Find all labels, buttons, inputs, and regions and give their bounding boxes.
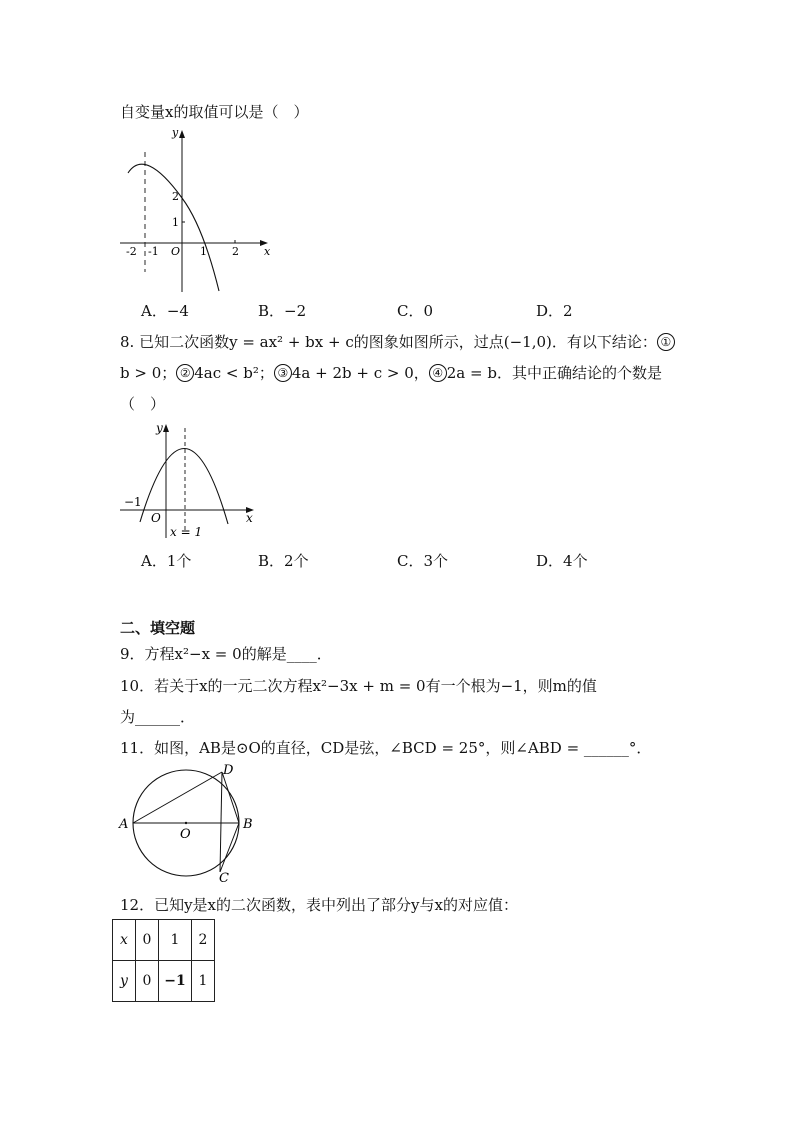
- q8-line1: [120, 331, 675, 352]
- chord-cb: [220, 823, 239, 872]
- q12-table: [112, 919, 215, 1002]
- q8-conclusion-1: b > 0；: [120, 364, 177, 382]
- q7-graph: [118, 122, 278, 294]
- neg-one-label: −1: [124, 495, 142, 509]
- q8-line1-text: 8. 已知二次函数y = ax² + bx + c的图象如图所示，过点(−1,0)．有以下结论：: [120, 333, 657, 351]
- point-o-label: O: [180, 827, 191, 842]
- x-tick-label: -1: [148, 245, 159, 258]
- q8-line3: （ ）: [120, 395, 166, 413]
- chord-cd: [220, 772, 222, 872]
- q8-conclusion-3: 4a + 2b + c > 0，: [291, 364, 429, 382]
- q7-option-d[interactable]: D．2: [536, 302, 573, 320]
- table-row: [113, 961, 215, 1002]
- q11-text: 11．如图，AB是⊙O的直径，CD是弦，∠BCD = 25°，则∠ABD = ______°．: [120, 739, 652, 757]
- q8-option-b[interactable]: B．2个: [258, 552, 309, 570]
- chord-db: [222, 772, 239, 823]
- q7-option-a[interactable]: A．−4: [141, 302, 189, 320]
- marker-3: ③: [274, 364, 292, 382]
- point-d-label: D: [223, 763, 234, 778]
- q8-conclusion-4: 2a = b．其中正确结论的个数是: [446, 364, 662, 382]
- y-axis-label: y: [172, 126, 179, 139]
- table-cell: 0: [136, 961, 159, 1002]
- table-cell: 0: [136, 920, 159, 961]
- q8-conclusion-2: 4ac < b²；: [194, 364, 274, 382]
- table-cell: 2: [192, 920, 215, 961]
- table-cell: 1: [192, 961, 215, 1002]
- x-tick-label: -2: [126, 245, 137, 258]
- q7-option-b[interactable]: B．−2: [258, 302, 307, 320]
- x-tick-label: 2: [232, 245, 239, 258]
- x-axis-label: x: [246, 511, 253, 525]
- point-c-label: C: [219, 871, 229, 883]
- q7-stem: 自变量x的取值可以是（ ）: [120, 103, 309, 121]
- q7-option-c[interactable]: C．0: [397, 302, 434, 320]
- y-tick-label: 1: [172, 216, 179, 229]
- q10-line1: 10．若关于x的一元二次方程x²−3x + m = 0有一个根为−1，则m的值: [120, 677, 597, 695]
- y-axis-arrow: [179, 130, 185, 138]
- marker-4: ④: [429, 364, 447, 382]
- section-title: 二、填空题: [120, 619, 196, 637]
- table-cell: x: [113, 920, 136, 961]
- marker-2: ②: [176, 364, 194, 382]
- chord-ad: [133, 772, 222, 823]
- y-axis-label: y: [156, 421, 163, 435]
- y-axis-arrow: [163, 424, 169, 432]
- x-axis-label: x: [264, 245, 271, 258]
- point-b-label: B: [243, 817, 253, 832]
- q8-graph: [118, 418, 263, 542]
- marker-1: ①: [657, 333, 675, 351]
- symmetry-label: x = 1: [170, 525, 203, 539]
- q12-text: 12．已知y是x的二次函数，表中列出了部分y与x的对应值：: [120, 896, 518, 914]
- point-a-label: A: [119, 817, 129, 832]
- q9-text: 9．方程x²−x = 0的解是____．: [120, 645, 332, 663]
- x-tick-label: 1: [200, 245, 207, 258]
- q10-line2: 为______．: [120, 708, 196, 726]
- center-point: [185, 822, 187, 824]
- q8-line2: [120, 362, 662, 383]
- table-cell: −1: [159, 961, 192, 1002]
- origin-label: O: [151, 511, 161, 525]
- q8-option-c[interactable]: C．3个: [397, 552, 449, 570]
- q11-figure: [116, 763, 261, 883]
- q8-option-a[interactable]: A．1个: [141, 552, 192, 570]
- table-cell: y: [113, 961, 136, 1002]
- y-tick-label: 2: [172, 190, 179, 203]
- table-row: [113, 920, 215, 961]
- origin-label: O: [171, 245, 181, 258]
- table-cell: 1: [159, 920, 192, 961]
- q8-option-d[interactable]: D．4个: [536, 552, 588, 570]
